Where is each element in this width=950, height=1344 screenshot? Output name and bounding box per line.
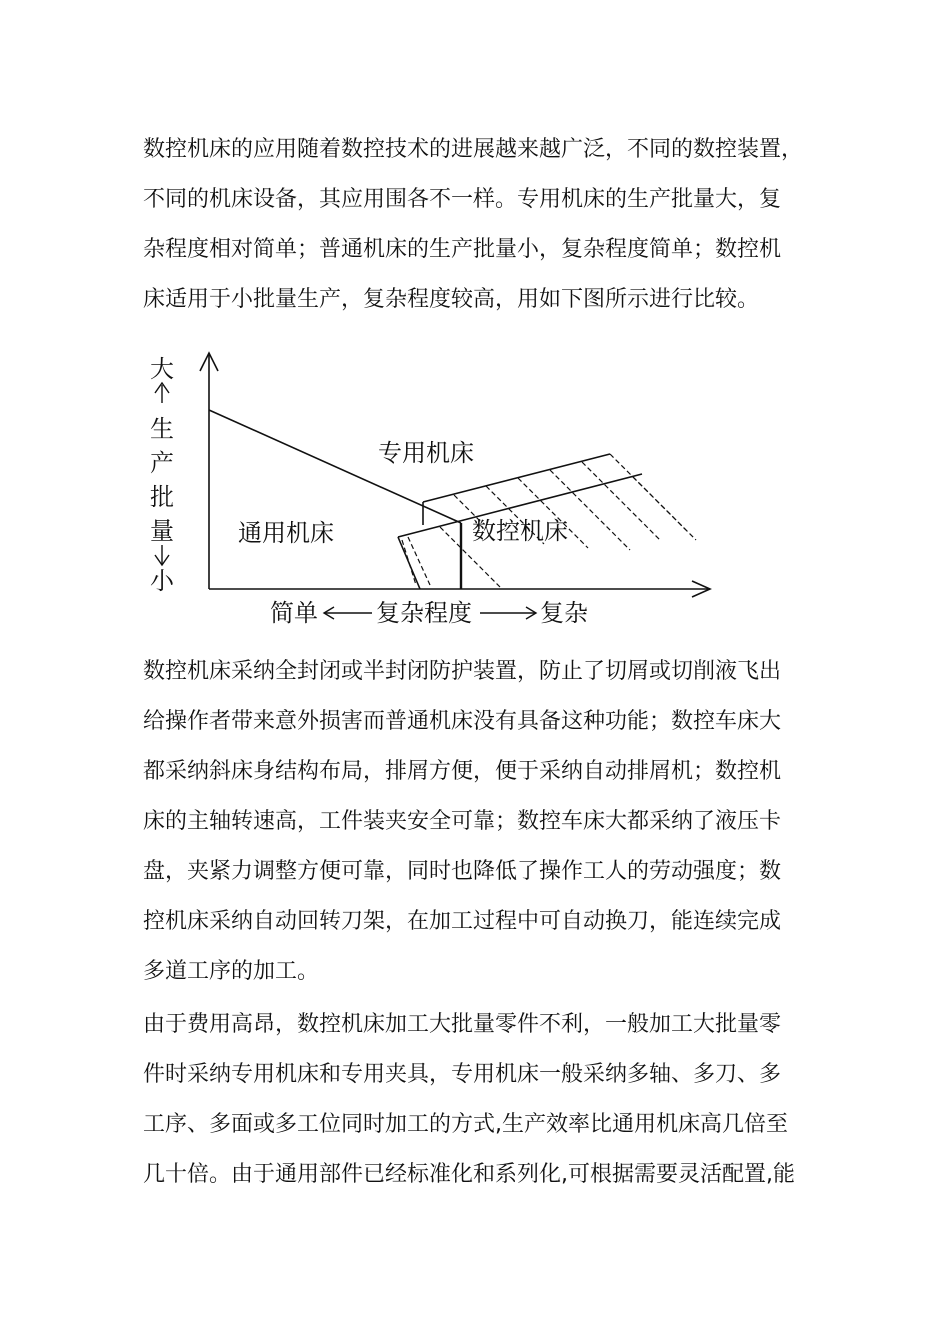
comparison-diagram: [140, 345, 720, 635]
text-line: 数控机床的应用随着数控技术的进展越来越广泛，不同的数控装置，: [143, 137, 804, 162]
text-line: 都采纳斜床身结构布局，排屑方便，便于采纳自动排屑机；数控机: [143, 759, 782, 784]
y-axis-top-label: 大: [150, 355, 174, 383]
region-label-special: 专用机床: [378, 439, 474, 467]
paragraph-cost: [143, 1000, 823, 1200]
x-axis-middle-label: 复杂程度: [376, 599, 472, 627]
text-line: 几十倍。由于通用部件已经标准化和系列化,可根据需要灵活配置,能: [143, 1162, 795, 1187]
x-axis-right-label: 复杂: [540, 599, 588, 627]
text-line: 盘，夹紧力调整方便可靠，同时也降低了操作工人的劳动强度；数: [143, 859, 782, 884]
text-line: 床的主轴转速高，工件装夹安全可靠；数控车床大都采纳了液压卡: [143, 809, 782, 834]
region-label-cnc: 数控机床: [472, 517, 568, 545]
region-label-general: 通用机床: [238, 519, 334, 547]
y-axis-label-char-4: 量: [150, 517, 174, 545]
y-axis-label-char-3: 批: [150, 483, 174, 511]
text-line: 多道工序的加工。: [143, 959, 320, 984]
y-axis-label-char-1: 生: [150, 415, 174, 443]
y-axis-bottom-label: 小: [150, 567, 174, 595]
text-line: 控机床采纳自动回转刀架，在加工过程中可自动换刀，能连续完成: [143, 909, 782, 934]
y-axis-label-char-2: 产: [150, 449, 174, 477]
text-line: 由于费用高昂，数控机床加工大批量零件不利，一般加工大批量零: [143, 1012, 782, 1037]
text-line: 给操作者带来意外损害而普通机床没有具备这种功能；数控车床大: [143, 709, 782, 734]
paragraph-features: [143, 647, 823, 997]
text-line: 工序、多面或多工位同时加工的方式,生产效率比通用机床高几倍至: [143, 1112, 788, 1137]
diagram-lines: [200, 353, 710, 597]
text-line: 杂程度相对简单；普通机床的生产批量小，复杂程度简单；数控机: [143, 237, 782, 262]
text-line: 不同的机床设备，其应用围各不一样。专用机床的生产批量大，复: [143, 187, 782, 212]
paragraph-intro: [143, 125, 823, 325]
text-line: 件时采纳专用机床和专用夹具，专用机床一般采纳多轴、多刀、多: [143, 1062, 782, 1087]
text-line: 数控机床采纳全封闭或半封闭防护装置，防止了切屑或切削液飞出: [143, 659, 782, 684]
text-line: 床适用于小批量生产，复杂程度较高，用如下图所示进行比较。: [143, 287, 760, 312]
x-axis-left-label: 简单: [270, 599, 318, 627]
